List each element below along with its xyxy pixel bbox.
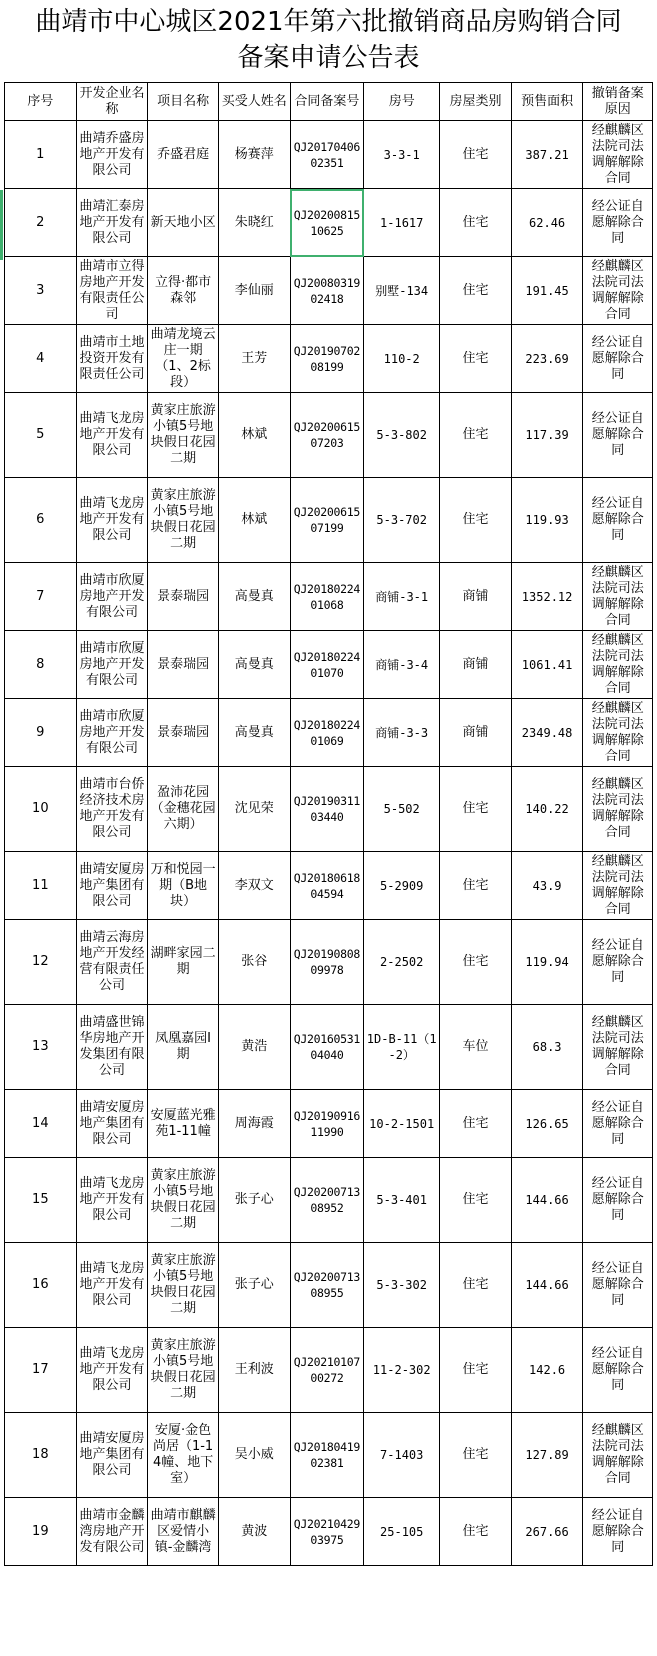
cell-type[interactable]: 住宅 <box>440 393 512 478</box>
cell-project[interactable]: 盈沛花园（金穗花园六期） <box>148 767 219 852</box>
cell-no[interactable]: 10 <box>5 767 77 852</box>
cell-area[interactable]: 142.6 <box>511 1328 583 1413</box>
row-highlight-marker <box>0 190 3 260</box>
cell-project[interactable]: 安厦·金色尚居（1-14幢、地下室） <box>148 1413 219 1498</box>
cell-no[interactable]: 13 <box>5 1005 77 1090</box>
cell-company[interactable]: 曲靖乔盛房地产开发有限公司 <box>76 121 148 189</box>
table-row <box>5 1243 653 1328</box>
cell-area[interactable]: 2349.48 <box>511 699 583 767</box>
cell-project[interactable]: 乔盛君庭 <box>148 121 219 189</box>
cell-no[interactable]: 14 <box>5 1090 77 1158</box>
cell-area[interactable]: 126.65 <box>511 1090 583 1158</box>
cell-buyer[interactable]: 李双文 <box>218 852 290 920</box>
cell-contract[interactable]: QJ2020071308955 <box>290 1243 364 1328</box>
cell-no[interactable]: 19 <box>5 1498 77 1566</box>
header-type[interactable]: 房屋类别 <box>440 83 512 121</box>
cell-area[interactable]: 191.45 <box>511 257 583 325</box>
cell-buyer[interactable]: 周海霞 <box>218 1090 290 1158</box>
cell-reason[interactable]: 经公证自愿解除合同 <box>583 1243 653 1328</box>
cell-buyer[interactable]: 杨赛萍 <box>218 121 290 189</box>
cell-type[interactable]: 商铺 <box>440 699 512 767</box>
cell-company[interactable]: 曲靖安厦房地产集团有限公司 <box>76 1090 148 1158</box>
title-line-2: 备案申请公告表 <box>237 43 420 73</box>
cell-buyer[interactable]: 吴小威 <box>218 1413 290 1498</box>
cell-area[interactable]: 119.93 <box>511 478 583 563</box>
cell-area[interactable]: 267.66 <box>511 1498 583 1566</box>
cell-no[interactable]: 1 <box>5 121 77 189</box>
cell-area[interactable]: 127.89 <box>511 1413 583 1498</box>
table-row <box>5 563 653 631</box>
cell-room[interactable]: 110-2 <box>364 325 440 393</box>
cell-company[interactable]: 曲靖市台侨经济技术房地产开发有限公司 <box>76 767 148 852</box>
cell-reason[interactable]: 经公证自愿解除合同 <box>583 1498 653 1566</box>
cell-type[interactable]: 住宅 <box>440 1328 512 1413</box>
cell-type[interactable]: 商铺 <box>440 631 512 699</box>
table-row <box>5 478 653 563</box>
cell-area[interactable]: 43.9 <box>511 852 583 920</box>
table-row <box>5 1328 653 1413</box>
cell-buyer[interactable]: 黄浩 <box>218 1005 290 1090</box>
cell-contract[interactable]: QJ2020061507199 <box>290 478 364 563</box>
table-row <box>5 393 653 478</box>
announcement-table <box>4 82 653 1566</box>
cell-contract[interactable]: QJ2018022401070 <box>290 631 364 699</box>
cell-buyer[interactable]: 张谷 <box>218 920 290 1005</box>
table-row <box>5 920 653 1005</box>
cell-company[interactable]: 曲靖市金麟湾房地产开发有限公司 <box>76 1498 148 1566</box>
cell-contract[interactable]: QJ2019070208199 <box>290 325 364 393</box>
cell-contract[interactable]: QJ2021010700272 <box>290 1328 364 1413</box>
cell-area[interactable]: 223.69 <box>511 325 583 393</box>
cell-type[interactable]: 住宅 <box>440 325 512 393</box>
cell-company[interactable]: 曲靖安厦房地产集团有限公司 <box>76 852 148 920</box>
cell-reason[interactable]: 经公证自愿解除合同 <box>583 393 653 478</box>
cell-project[interactable]: 曲靖市麒麟区爱情小镇-金麟湾 <box>148 1498 219 1566</box>
table-row <box>5 1413 653 1498</box>
header-room[interactable]: 房号 <box>364 83 440 121</box>
table-row <box>5 1498 653 1566</box>
cell-contract[interactable]: QJ2020081510625 <box>290 189 364 257</box>
cell-company[interactable]: 曲靖盛世锦华房地产开发集团有限公司 <box>76 1005 148 1090</box>
cell-company[interactable]: 曲靖市立得房地产开发有限责任公司 <box>76 257 148 325</box>
table-row <box>5 852 653 920</box>
header-reason[interactable]: 撤销备案原因 <box>583 83 653 121</box>
cell-room[interactable]: 2-2502 <box>364 920 440 1005</box>
cell-buyer[interactable]: 林斌 <box>218 478 290 563</box>
cell-company[interactable]: 曲靖云海房地产开发经营有限责任公司 <box>76 920 148 1005</box>
header-area[interactable]: 预售面积 <box>511 83 583 121</box>
cell-reason[interactable]: 经麒麟区法院司法调解解除合同 <box>583 852 653 920</box>
cell-type[interactable]: 住宅 <box>440 189 512 257</box>
title-line-1: 曲靖市中心城区2021年第六批撤销商品房购销合同 <box>35 7 622 37</box>
cell-reason[interactable]: 经公证自愿解除合同 <box>583 478 653 563</box>
cell-reason[interactable]: 经公证自愿解除合同 <box>583 189 653 257</box>
cell-contract[interactable]: QJ2020061507203 <box>290 393 364 478</box>
cell-no[interactable]: 4 <box>5 325 77 393</box>
cell-reason[interactable]: 经公证自愿解除合同 <box>583 1328 653 1413</box>
cell-no[interactable]: 16 <box>5 1243 77 1328</box>
cell-project[interactable]: 黄家庄旅游小镇5号地块假日花园二期 <box>148 1243 219 1328</box>
cell-area[interactable]: 144.66 <box>511 1243 583 1328</box>
header-project[interactable]: 项目名称 <box>148 83 219 121</box>
cell-reason[interactable]: 经麒麟区法院司法调解解除合同 <box>583 631 653 699</box>
cell-company[interactable]: 曲靖飞龙房地产开发有限公司 <box>76 478 148 563</box>
cell-reason[interactable]: 经麒麟区法院司法调解解除合同 <box>583 257 653 325</box>
cell-type[interactable]: 商铺 <box>440 563 512 631</box>
cell-project[interactable]: 湖畔家园二期 <box>148 920 219 1005</box>
cell-type[interactable]: 住宅 <box>440 1498 512 1566</box>
cell-type[interactable]: 住宅 <box>440 478 512 563</box>
cell-contract[interactable]: QJ2016053104040 <box>290 1005 364 1090</box>
cell-reason[interactable]: 经公证自愿解除合同 <box>583 1090 653 1158</box>
cell-project[interactable]: 景泰瑞园 <box>148 563 219 631</box>
cell-type[interactable]: 住宅 <box>440 257 512 325</box>
cell-type[interactable]: 车位 <box>440 1005 512 1090</box>
cell-company[interactable]: 曲靖飞龙房地产开发有限公司 <box>76 1158 148 1243</box>
cell-contract[interactable]: QJ2019080809978 <box>290 920 364 1005</box>
cell-no[interactable]: 17 <box>5 1328 77 1413</box>
cell-no[interactable]: 15 <box>5 1158 77 1243</box>
cell-project[interactable]: 黄家庄旅游小镇5号地块假日花园二期 <box>148 393 219 478</box>
cell-room[interactable]: 5-3-401 <box>364 1158 440 1243</box>
cell-project[interactable]: 景泰瑞园 <box>148 699 219 767</box>
table-row <box>5 1158 653 1243</box>
cell-room[interactable]: 5-502 <box>364 767 440 852</box>
cell-type[interactable]: 住宅 <box>440 121 512 189</box>
cell-area[interactable]: 1061.41 <box>511 631 583 699</box>
cell-project[interactable]: 黄家庄旅游小镇5号地块假日花园二期 <box>148 1328 219 1413</box>
cell-company[interactable]: 曲靖飞龙房地产开发有限公司 <box>76 1243 148 1328</box>
cell-project[interactable]: 黄家庄旅游小镇5号地块假日花园二期 <box>148 478 219 563</box>
cell-project[interactable]: 安厦蓝光雅苑1-11幢 <box>148 1090 219 1158</box>
cell-project[interactable]: 景泰瑞园 <box>148 631 219 699</box>
cell-project[interactable]: 曲靖龙境云庄一期（1、2标段） <box>148 325 219 393</box>
cell-room[interactable]: 3-3-1 <box>364 121 440 189</box>
header-no[interactable]: 序号 <box>5 83 77 121</box>
cell-buyer[interactable]: 张子心 <box>218 1158 290 1243</box>
cell-room[interactable]: 商铺-3-3 <box>364 699 440 767</box>
cell-room[interactable]: 商铺-3-4 <box>364 631 440 699</box>
cell-company[interactable]: 曲靖飞龙房地产开发有限公司 <box>76 1328 148 1413</box>
table-body <box>5 121 653 1566</box>
cell-area[interactable]: 1352.12 <box>511 563 583 631</box>
cell-room[interactable]: 商铺-3-1 <box>364 563 440 631</box>
cell-room[interactable]: 10-2-1501 <box>364 1090 440 1158</box>
cell-room[interactable]: 11-2-302 <box>364 1328 440 1413</box>
cell-reason[interactable]: 经麒麟区法院司法调解解除合同 <box>583 1005 653 1090</box>
cell-buyer[interactable]: 高曼真 <box>218 563 290 631</box>
cell-no[interactable]: 12 <box>5 920 77 1005</box>
cell-project[interactable]: 黄家庄旅游小镇5号地块假日花园二期 <box>148 1158 219 1243</box>
cell-type[interactable]: 住宅 <box>440 920 512 1005</box>
cell-contract[interactable]: QJ2020071308952 <box>290 1158 364 1243</box>
cell-contract[interactable]: QJ2018041902381 <box>290 1413 364 1498</box>
cell-reason[interactable]: 经公证自愿解除合同 <box>583 920 653 1005</box>
cell-contract[interactable]: QJ2019091611990 <box>290 1090 364 1158</box>
cell-reason[interactable]: 经麒麟区法院司法调解解除合同 <box>583 121 653 189</box>
cell-no[interactable]: 3 <box>5 257 77 325</box>
cell-company[interactable]: 曲靖市土地投资开发有限责任公司 <box>76 325 148 393</box>
cell-no[interactable]: 7 <box>5 563 77 631</box>
cell-no[interactable]: 8 <box>5 631 77 699</box>
cell-project[interactable]: 万和悦园一期（B地块） <box>148 852 219 920</box>
cell-company[interactable]: 曲靖汇泰房地产开发有限公司 <box>76 189 148 257</box>
cell-reason[interactable]: 经麒麟区法院司法调解解除合同 <box>583 1413 653 1498</box>
table-row <box>5 325 653 393</box>
cell-no[interactable]: 5 <box>5 393 77 478</box>
cell-type[interactable]: 住宅 <box>440 1090 512 1158</box>
cell-buyer[interactable]: 林斌 <box>218 393 290 478</box>
cell-contract[interactable]: QJ2019031103440 <box>290 767 364 852</box>
cell-contract[interactable]: QJ2018061804594 <box>290 852 364 920</box>
cell-no[interactable]: 9 <box>5 699 77 767</box>
cell-reason[interactable]: 经麒麟区法院司法调解解除合同 <box>583 563 653 631</box>
cell-buyer[interactable]: 黄波 <box>218 1498 290 1566</box>
cell-area[interactable]: 62.46 <box>511 189 583 257</box>
cell-no[interactable]: 2 <box>5 189 77 257</box>
cell-no[interactable]: 18 <box>5 1413 77 1498</box>
cell-area[interactable]: 140.22 <box>511 767 583 852</box>
cell-company[interactable]: 曲靖飞龙房地产开发有限公司 <box>76 393 148 478</box>
cell-room[interactable]: 7-1403 <box>364 1413 440 1498</box>
cell-type[interactable]: 住宅 <box>440 1413 512 1498</box>
page-title <box>0 0 657 80</box>
header-company[interactable]: 开发企业名称 <box>76 83 148 121</box>
cell-room[interactable]: 1-1617 <box>364 189 440 257</box>
cell-buyer[interactable]: 李仙丽 <box>218 257 290 325</box>
cell-reason[interactable]: 经麒麟区法院司法调解解除合同 <box>583 699 653 767</box>
cell-company[interactable]: 曲靖市欣厦房地产开发有限公司 <box>76 699 148 767</box>
cell-room[interactable]: 5-3-702 <box>364 478 440 563</box>
cell-type[interactable]: 住宅 <box>440 1158 512 1243</box>
cell-project[interactable]: 新天地小区 <box>148 189 219 257</box>
cell-room[interactable]: 5-3-802 <box>364 393 440 478</box>
cell-buyer[interactable]: 沈见荣 <box>218 767 290 852</box>
header-row <box>5 83 653 121</box>
cell-buyer[interactable]: 王芳 <box>218 325 290 393</box>
cell-room[interactable]: 5-2909 <box>364 852 440 920</box>
cell-room[interactable]: 5-3-302 <box>364 1243 440 1328</box>
cell-reason[interactable]: 经公证自愿解除合同 <box>583 1158 653 1243</box>
cell-company[interactable]: 曲靖安厦房地产集团有限公司 <box>76 1413 148 1498</box>
cell-buyer[interactable]: 朱晓红 <box>218 189 290 257</box>
cell-buyer[interactable]: 高曼真 <box>218 699 290 767</box>
table-row <box>5 1005 653 1090</box>
header-buyer[interactable]: 买受人姓名 <box>218 83 290 121</box>
cell-room[interactable]: 别墅-134 <box>364 257 440 325</box>
cell-project[interactable]: 立得·都市森邻 <box>148 257 219 325</box>
table-row <box>5 189 653 257</box>
table-row <box>5 699 653 767</box>
cell-no[interactable]: 11 <box>5 852 77 920</box>
table-row <box>5 257 653 325</box>
cell-company[interactable]: 曲靖市欣厦房地产开发有限公司 <box>76 631 148 699</box>
cell-area[interactable]: 387.21 <box>511 121 583 189</box>
cell-company[interactable]: 曲靖市欣厦房地产开发有限公司 <box>76 563 148 631</box>
cell-reason[interactable]: 经公证自愿解除合同 <box>583 325 653 393</box>
cell-buyer[interactable]: 张子心 <box>218 1243 290 1328</box>
cell-area[interactable]: 117.39 <box>511 393 583 478</box>
header-contract[interactable]: 合同备案号 <box>290 83 364 121</box>
table-row <box>5 767 653 852</box>
cell-type[interactable]: 住宅 <box>440 852 512 920</box>
cell-no[interactable]: 6 <box>5 478 77 563</box>
cell-reason[interactable]: 经麒麟区法院司法调解解除合同 <box>583 767 653 852</box>
cell-area[interactable]: 68.3 <box>511 1005 583 1090</box>
cell-contract[interactable]: QJ2008031902418 <box>290 257 364 325</box>
table-row <box>5 121 653 189</box>
cell-contract[interactable]: QJ2017040602351 <box>290 121 364 189</box>
cell-project[interactable]: 凤凰嘉园Ⅰ期 <box>148 1005 219 1090</box>
cell-contract[interactable]: QJ2018022401068 <box>290 563 364 631</box>
cell-area[interactable]: 144.66 <box>511 1158 583 1243</box>
cell-type[interactable]: 住宅 <box>440 767 512 852</box>
table-row <box>5 631 653 699</box>
cell-buyer[interactable]: 高曼真 <box>218 631 290 699</box>
cell-room[interactable]: 25-105 <box>364 1498 440 1566</box>
cell-room[interactable]: 1D-B-11（1-2） <box>364 1005 440 1090</box>
table-row <box>5 1090 653 1158</box>
cell-contract[interactable]: QJ2018022401069 <box>290 699 364 767</box>
cell-type[interactable]: 住宅 <box>440 1243 512 1328</box>
cell-area[interactable]: 119.94 <box>511 920 583 1005</box>
cell-contract[interactable]: QJ2021042903975 <box>290 1498 364 1566</box>
cell-buyer[interactable]: 王利波 <box>218 1328 290 1413</box>
